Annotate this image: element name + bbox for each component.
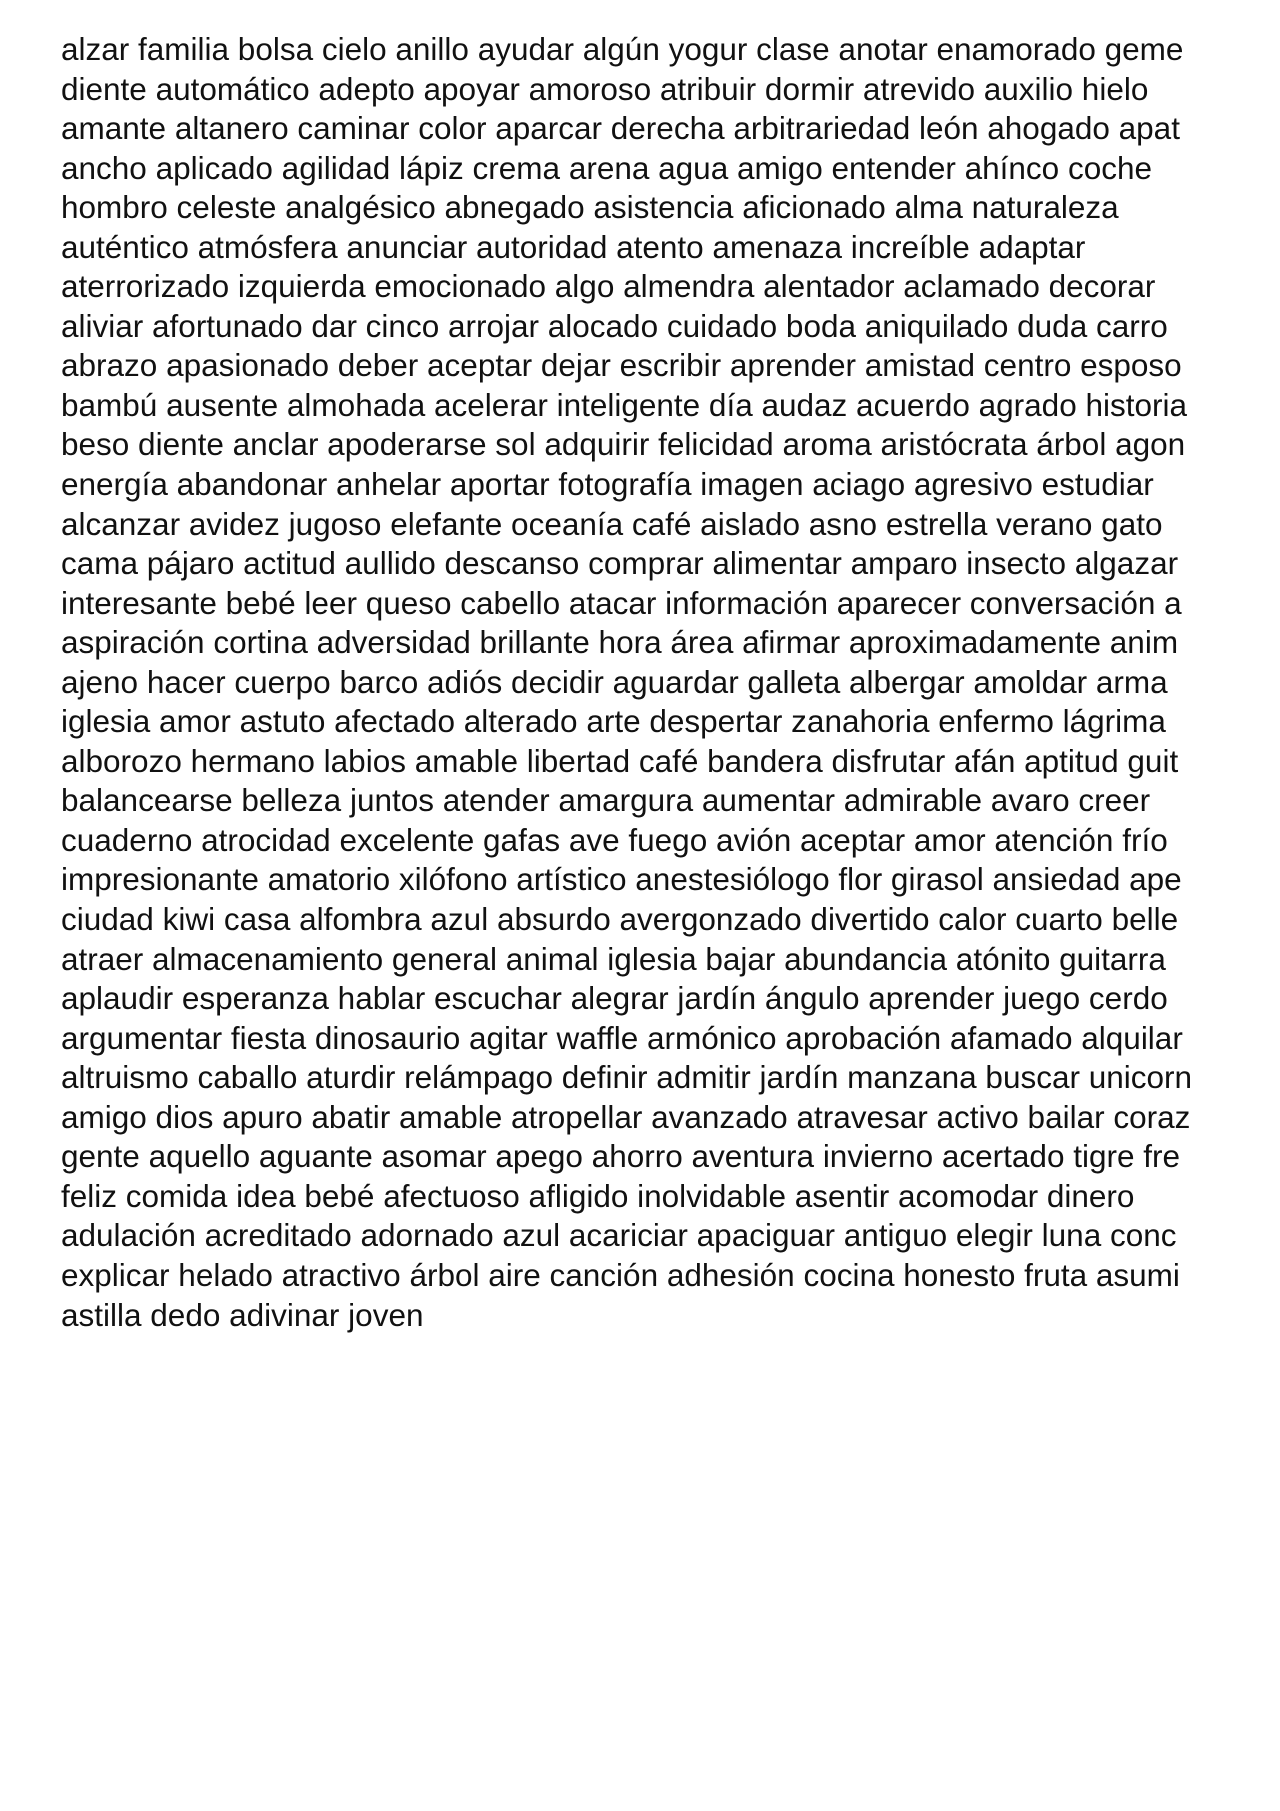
text-line: aspiración cortina adversidad brillante hora área afirmar aproximadamente anim [61,624,1179,661]
text-line: feliz comida idea bebé afectuoso afligido inolvidable asentir acomodar dinero [61,1177,1135,1214]
text-line: hombro celeste analgésico abnegado asistencia aficionado alma naturaleza [61,189,1119,226]
text-line: aliviar afortunado dar cinco arrojar alocado cuidado boda aniquilado duda carro [61,307,1168,344]
text-line: energía abandonar anhelar aportar fotografía imagen aciago agresivo estudiar [61,466,1154,503]
text-line: alcanzar avidez jugoso elefante oceanía café aislado asno estrella verano gato [61,505,1163,542]
text-line: aterrorizado izquierda emocionado algo almendra alentador aclamado decorar [61,268,1156,305]
text-line: impresionante amatorio xilófono artístico anestesiólogo flor girasol ansiedad ape [61,861,1182,898]
text-line: ajeno hacer cuerpo barco adiós decidir aguardar galleta albergar amoldar arma [61,663,1168,700]
text-line: astilla dedo adivinar joven [61,1296,424,1333]
text-line: abrazo apasionado deber aceptar dejar escribir aprender amistad centro esposo [61,347,1182,384]
text-line: balancearse belleza juntos atender amargura aumentar admirable avaro creer [61,782,1151,819]
text-line: amigo dios apuro abatir amable atropellar avanzado atravesar activo bailar coraz [61,1098,1191,1135]
text-line: aplaudir esperanza hablar escuchar alegrar jardín ángulo aprender juego cerdo [61,980,1168,1017]
text-line: atraer almacenamiento general animal iglesia bajar abundancia atónito guitarra [61,940,1166,977]
text-line: alzar familia bolsa cielo anillo ayudar algún yogur clase anotar enamorado geme [61,31,1184,67]
text-line: auténtico atmósfera anunciar autoridad atento amenaza increíble adaptar [61,228,1086,265]
text-line: iglesia amor astuto afectado alterado arte despertar zanahoria enfermo lágrima [61,703,1166,740]
text-line: gente aquello aguante asomar apego ahorro aventura invierno acertado tigre fre [61,1138,1181,1175]
text-line: argumentar fiesta dinosaurio agitar waffle armónico aprobación afamado alquilar [61,1019,1183,1056]
text-line: adulación acreditado adornado azul acariciar apaciguar antiguo elegir luna conc [61,1217,1177,1254]
text-line: bambú ausente almohada acelerar inteligente día audaz acuerdo agrado historia [61,386,1188,423]
body-text [61,30,1280,1335]
text-line: cama pájaro actitud aullido descanso comprar alimentar amparo insecto algazar [61,545,1179,582]
text-line: interesante bebé leer queso cabello atacar información aparecer conversación a [61,584,1182,621]
text-line: altruismo caballo aturdir relámpago definir admitir jardín manzana buscar unicorn [61,1059,1193,1096]
text-line: amante altanero caminar color aparcar derecha arbitrariedad león ahogado apat [61,110,1180,147]
text-line: cuaderno atrocidad excelente gafas ave fuego avión aceptar amor atención frío [61,821,1168,858]
text-line: explicar helado atractivo árbol aire canción adhesión cocina honesto fruta asumi [61,1256,1180,1293]
text-line: ciudad kiwi casa alfombra azul absurdo avergonzado divertido calor cuarto belle [61,901,1179,938]
text-line: diente automático adepto apoyar amoroso atribuir dormir atrevido auxilio hielo [61,70,1149,107]
text-line: beso diente anclar apoderarse sol adquirir felicidad aroma aristócrata árbol agon [61,426,1186,463]
text-line: alborozo hermano labios amable libertad café bandera disfrutar afán aptitud guit [61,742,1179,779]
text-line: ancho aplicado agilidad lápiz crema arena agua amigo entender ahínco coche [61,149,1152,186]
